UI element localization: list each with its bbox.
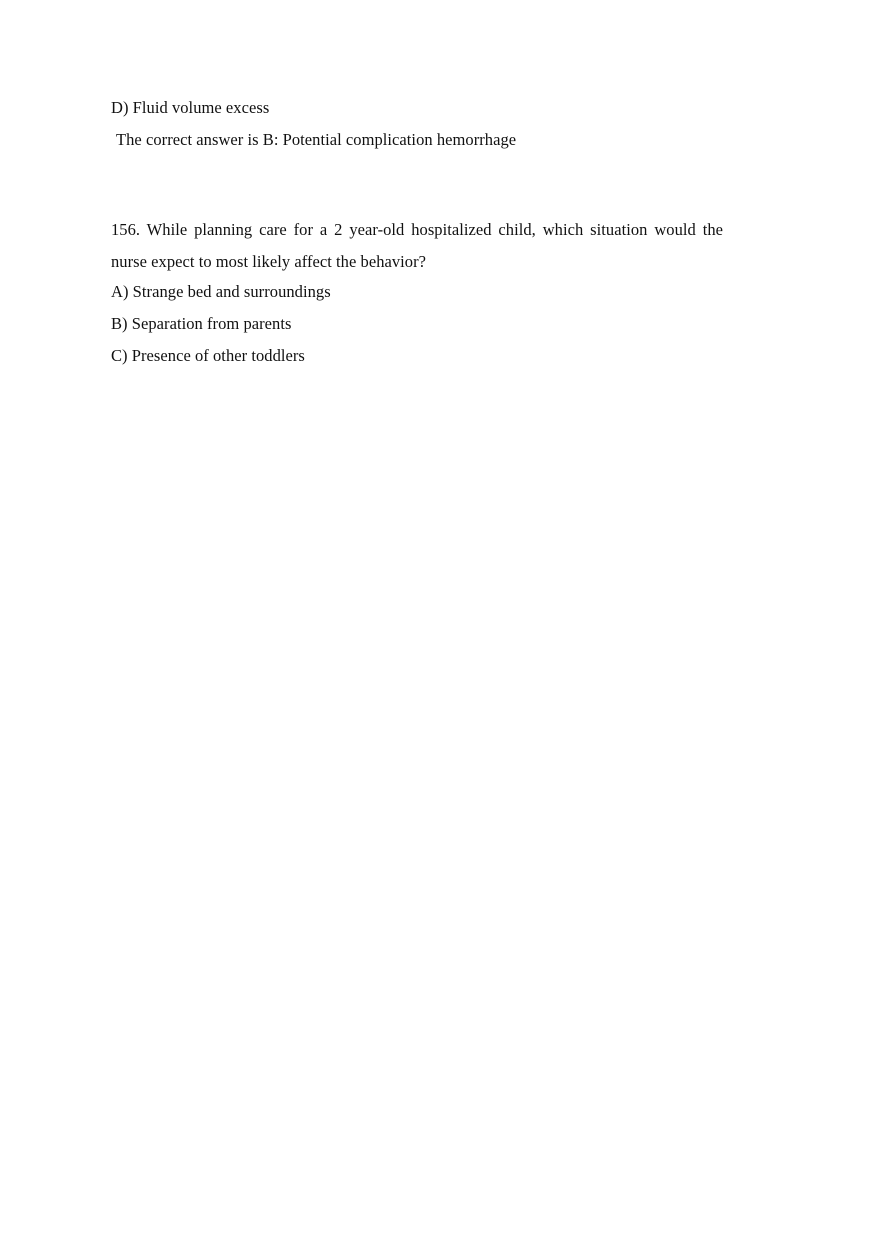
option-b-text: B) Separation from parents [111,314,292,333]
option-c-text: C) Presence of other toddlers [111,346,305,365]
question-text-line-2: nurse expect to most likely affect the behavior? [111,252,427,271]
option-d-text: D) Fluid volume excess [111,98,270,117]
option-a-text: A) Strange bed and surroundings [111,282,331,301]
question-text-line-1: 156. While planning care for a 2 year-old hospitalized child, which situation would the [111,220,723,239]
correct-answer-text: The correct answer is B: Potential complication hemorrhage [116,130,517,149]
